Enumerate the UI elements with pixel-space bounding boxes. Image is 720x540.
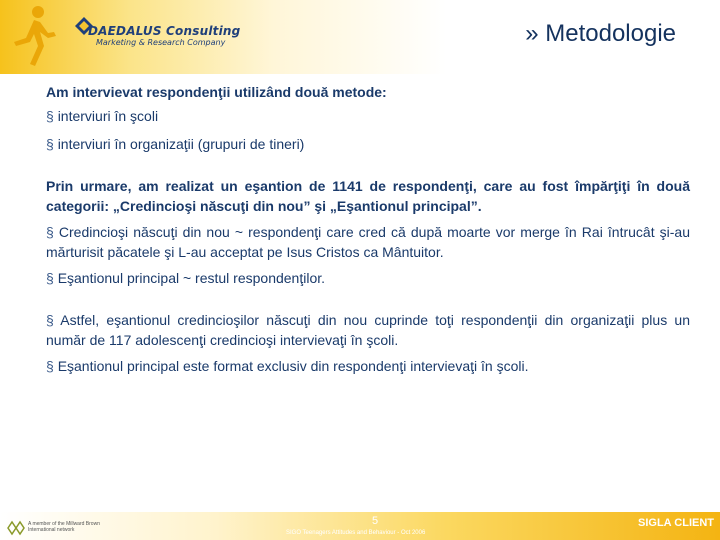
page-title: » Metodologie (525, 20, 676, 47)
bullet-item (46, 356, 690, 376)
bullet-item (46, 222, 690, 262)
bullet-icon: § (46, 312, 54, 328)
bullet-text: Eşantionul principal ~ restul respondenţilor. (57, 270, 326, 286)
bullet-icon: § (46, 224, 54, 240)
bullet-text: Eşantionul principal este format exclusiv din respondenţi intervievaţi în şcoli. (57, 358, 529, 374)
page-number: 5 (372, 515, 379, 527)
bullet-icon: § (46, 270, 54, 286)
method-item (46, 134, 690, 154)
logo-tagline: Marketing & Research Company (96, 38, 226, 47)
millward-brown-logo-icon (6, 520, 26, 536)
bullet-icon: § (46, 108, 54, 124)
intro-text: Am intervievat respondenţii utilizând două metode: (46, 84, 387, 100)
summary-text: Prin urmare, am realizat un eşantion de 1141 de respondenţi, care au fost împărţiţi în două categorii: „Credincioşi născuţi din nou” şi „Eşantionul principal”. (46, 178, 690, 214)
bullet-text: Credincioşi născuţi din nou ~ respondenţi care cred că după moarte vor merge în Rai întrucât şi-au mărturisit păcatele şi L-au acceptat pe Isus Cristos ca Mântuitor. (46, 224, 691, 260)
network-text: A member of the Millward Brown International network (28, 521, 100, 533)
slide-content (46, 82, 690, 376)
footer-brand: SIGLA CLIENT (638, 517, 714, 529)
footer-study-title: SIGO Teenagers Attitudes and Behaviour - Oct 2006 (286, 530, 426, 536)
runner-silhouette-icon (4, 2, 66, 70)
bullet-icon: § (46, 136, 54, 152)
bullet-icon: § (46, 358, 54, 374)
method-text: interviuri în şcoli (57, 108, 159, 124)
bullet-item (46, 268, 690, 288)
method-item (46, 106, 690, 126)
logo-name: DAEDALUS Consulting (88, 24, 241, 38)
bullet-item (46, 310, 690, 350)
bullet-text: Astfel, eşantionul credincioşilor născuţi din nou cuprinde toţi respondenţii din organizaţii plus un număr de 117 adolescenţi credincioşi intervievaţi în şcoli. (46, 312, 690, 348)
method-text: interviuri în organizaţii (grupuri de tineri) (57, 136, 305, 152)
